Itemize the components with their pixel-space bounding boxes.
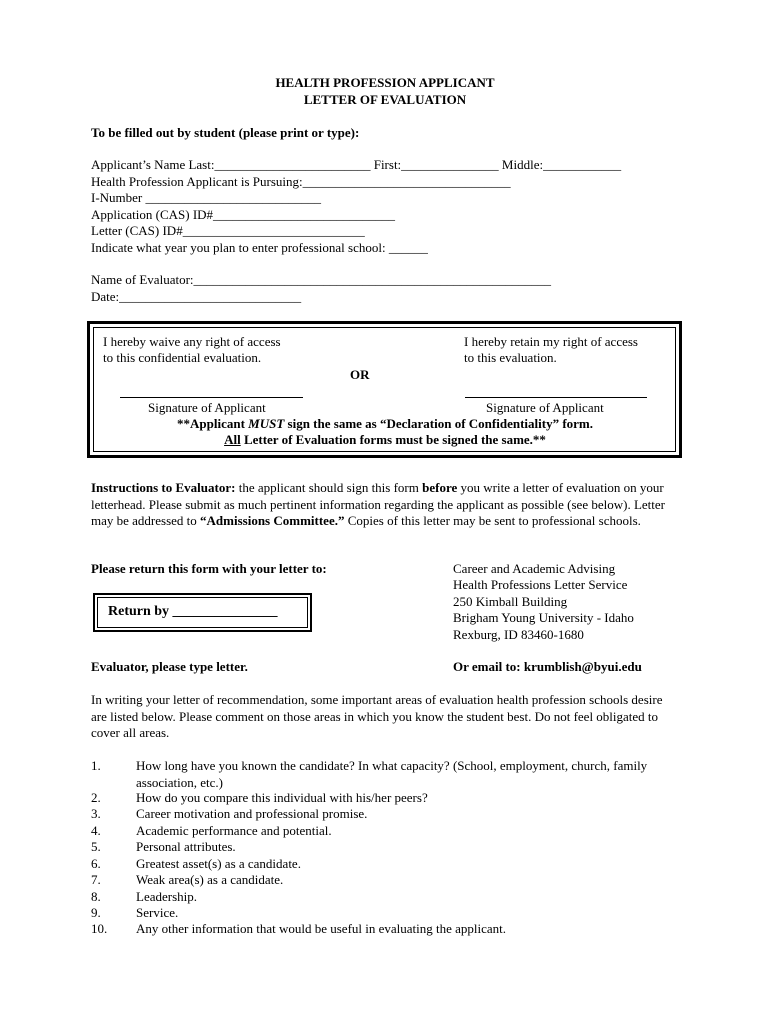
list-item-number: 9.: [91, 905, 101, 920]
list-item-number: 5.: [91, 839, 101, 854]
return-by-field[interactable]: Return by _______________: [108, 604, 278, 619]
student-section-heading: To be filled out by student (please print or type):: [91, 125, 360, 140]
retain-signature-line[interactable]: [465, 397, 647, 398]
address-line-1: Career and Academic Advising: [453, 561, 616, 576]
guidance-paragraph: In writing your letter of recommendation, some important areas of evaluation health profession schools desire are listed below. Please comment on those areas in which you know the student best. Do not feel obligated to cover all areas.: [91, 692, 663, 740]
waive-signature-label: Signature of Applicant: [148, 400, 266, 415]
form-title-line1: HEALTH PROFESSION APPLICANT: [275, 75, 495, 90]
address-line-2: Health Professions Letter Service: [453, 577, 628, 592]
email-instruction: Or email to: krumblish@byui.edu: [453, 659, 642, 674]
list-item: How do you compare this individual with his/her peers?: [136, 790, 428, 805]
retain-signature-label: Signature of Applicant: [486, 400, 604, 415]
list-item: Career motivation and professional promise.: [136, 806, 368, 821]
waive-text-line1: I hereby waive any right of access: [103, 334, 281, 349]
address-line-4: Brigham Young University - Idaho: [453, 610, 634, 625]
profession-pursuing-field[interactable]: Health Profession Applicant is Pursuing:________________________________: [91, 174, 511, 189]
list-item-number: 8.: [91, 889, 101, 904]
evaluator-name-field[interactable]: Name of Evaluator:_______________________________________________________: [91, 272, 552, 287]
list-item: Service.: [136, 905, 179, 920]
list-item-number: 10.: [91, 921, 108, 936]
i-number-field[interactable]: I-Number ___________________________: [91, 190, 322, 205]
retain-text-line2: to this evaluation.: [464, 350, 557, 365]
address-line-3: 250 Kimball Building: [453, 594, 568, 609]
list-item: Personal attributes.: [136, 839, 236, 854]
signature-note-line1: **Applicant MUST sign the same as “Declaration of Confidentiality” form.: [177, 416, 593, 431]
list-item-number: 2.: [91, 790, 101, 805]
return-instructions-label: Please return this form with your letter to:: [91, 561, 327, 576]
list-item-number: 1.: [91, 758, 101, 773]
list-item-number: 4.: [91, 823, 101, 838]
applicant-name-field[interactable]: Applicant’s Name Last:________________________ First:_______________ Middle:____________: [91, 157, 622, 172]
application-cas-id-field[interactable]: Application (CAS) ID#____________________________: [91, 207, 396, 222]
list-item: How long have you known the candidate? In what capacity? (School, employment, church, family association, etc.): [136, 758, 648, 790]
form-title-line2: LETTER OF EVALUATION: [303, 92, 467, 107]
letter-cas-id-field[interactable]: Letter (CAS) ID#____________________________: [91, 223, 365, 238]
signature-note-line2: All Letter of Evaluation forms must be signed the same.**: [224, 432, 546, 447]
date-field[interactable]: Date:____________________________: [91, 289, 302, 304]
list-item: Any other information that would be useful in evaluating the applicant.: [136, 921, 507, 936]
list-item: Weak area(s) as a candidate.: [136, 872, 284, 887]
evaluator-instructions: Instructions to Evaluator: the applicant should sign this form before you write a letter of evaluation on your letterhead. Please submit as much pertinent information regarding the applicant as possible (see below). Letter may be addressed to “Admissions Committee.” Copies of this letter may be sent to professional schools.: [91, 480, 665, 528]
or-divider: OR: [350, 367, 370, 382]
list-item: Greatest asset(s) as a candidate.: [136, 856, 301, 871]
list-item-number: 7.: [91, 872, 101, 887]
list-item-number: 3.: [91, 806, 101, 821]
entry-year-field[interactable]: Indicate what year you plan to enter professional school: ______: [91, 240, 428, 255]
list-item: Leadership.: [136, 889, 198, 904]
retain-text-line1: I hereby retain my right of access: [464, 334, 638, 349]
list-item: Academic performance and potential.: [136, 823, 332, 838]
list-item-number: 6.: [91, 856, 101, 871]
address-line-5: Rexburg, ID 83460-1680: [453, 627, 584, 642]
waive-text-line2: to this confidential evaluation.: [103, 350, 262, 365]
waive-signature-line[interactable]: [120, 397, 303, 398]
type-letter-instruction: Evaluator, please type letter.: [91, 659, 248, 674]
